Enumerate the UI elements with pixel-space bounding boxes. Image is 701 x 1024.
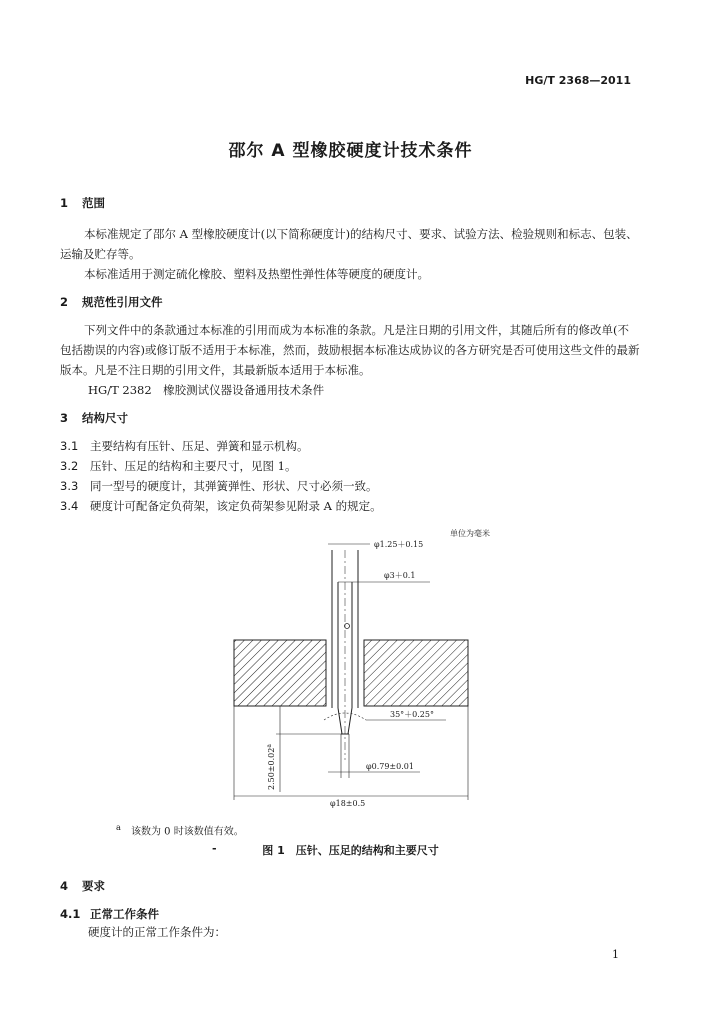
section-1-paragraph-2: 本标准适用于测定硫化橡胶、塑料及热塑性弹性体等硬度的硬度计。 <box>84 267 429 281</box>
presser-foot-right <box>364 640 468 706</box>
normative-reference: HG/T 2382 橡胶测试仪器设备通用技术条件 <box>88 383 325 397</box>
clause-4-1-text: 硬度计的正常工作条件为： <box>88 925 226 939</box>
section-1-paragraph-1: 本标准规定了邵尔 A 型橡胶硬度计(以下简称硬度计)的结构尺寸、要求、试验方法、检验规则和标志、包装、运输及贮存等。 <box>60 227 638 261</box>
section-1-heading <box>60 195 105 211</box>
clause-number: 3.1 <box>60 439 79 453</box>
document-title: 邵尔 A 型橡胶硬度计技术条件 <box>228 141 473 161</box>
dim-angle-label: 35°＋0.25° <box>390 710 434 719</box>
presser-foot-left <box>234 640 326 706</box>
dim-width-label: φ18±0.5 <box>330 799 366 808</box>
note-text: 该数为 0 时该数值有效。 <box>130 826 244 838</box>
standard-number: HG/T 2368—2011 <box>525 74 631 87</box>
dim-tip-label: φ0.79±0.01 <box>366 762 414 771</box>
dim-top-label: φ1.25＋0.15 <box>374 540 424 549</box>
clause-3-2 <box>60 456 296 476</box>
section-title: 范围 <box>82 196 105 210</box>
clause-4-1-heading <box>60 906 159 922</box>
clause-number: 3.3 <box>60 479 79 493</box>
section-3-heading <box>60 410 128 426</box>
figure-1-drawing <box>220 520 490 820</box>
dim-height-label: 2.50±0.02$^a$ <box>266 744 276 790</box>
section-2-paragraph-1: 下列文件中的条款通过本标准的引用而成为本标准的条款。凡是注日期的引用文件，其随后所有的修改单(不包括勘误的内容)或修订版不适用于本标准，然而，鼓励根据本标准达成协议的各方研究是否可使用这些文件的最新版本。凡是不注日期的引用文件，其最新版本适用于本标准。 <box>60 323 640 377</box>
clause-3-4 <box>60 496 382 516</box>
section-title: 结构尺寸 <box>82 411 128 425</box>
dim-pin-label: φ3＋0.1 <box>384 571 416 580</box>
clause-text: 压针、压足的结构和主要尺寸，见图 1。 <box>90 459 297 473</box>
section-number: 4 <box>60 879 69 893</box>
clause-title: 正常工作条件 <box>90 907 159 921</box>
caption-text: 图 1 压针、压足的结构和主要尺寸 <box>262 844 439 857</box>
section-title: 要求 <box>82 879 105 893</box>
section-4-heading <box>60 878 105 894</box>
section-number: 2 <box>60 295 69 309</box>
note-mark: a <box>116 822 121 832</box>
figure-caption <box>0 842 701 858</box>
section-title: 规范性引用文件 <box>82 295 163 309</box>
clause-number: 3.4 <box>60 499 79 513</box>
page-number: 1 <box>612 948 619 961</box>
caption-mark: - <box>212 842 217 855</box>
unit-label: 单位为毫米 <box>450 529 490 538</box>
clause-text: 硬度计可配备定负荷架，该定负荷架参见附录 A 的规定。 <box>90 499 382 513</box>
clause-3-3 <box>60 476 378 496</box>
clause-number: 4.1 <box>60 907 81 921</box>
clause-text: 同一型号的硬度计，其弹簧弹性、形状、尺寸必须一致。 <box>90 479 378 493</box>
section-2-heading <box>60 294 163 310</box>
clause-3-1 <box>60 436 309 456</box>
section-number: 3 <box>60 411 69 425</box>
clause-number: 3.2 <box>60 459 79 473</box>
section-number: 1 <box>60 196 69 210</box>
clause-text: 主要结构有压针、压足、弹簧和显示机构。 <box>90 439 309 453</box>
figure-note <box>116 822 244 837</box>
